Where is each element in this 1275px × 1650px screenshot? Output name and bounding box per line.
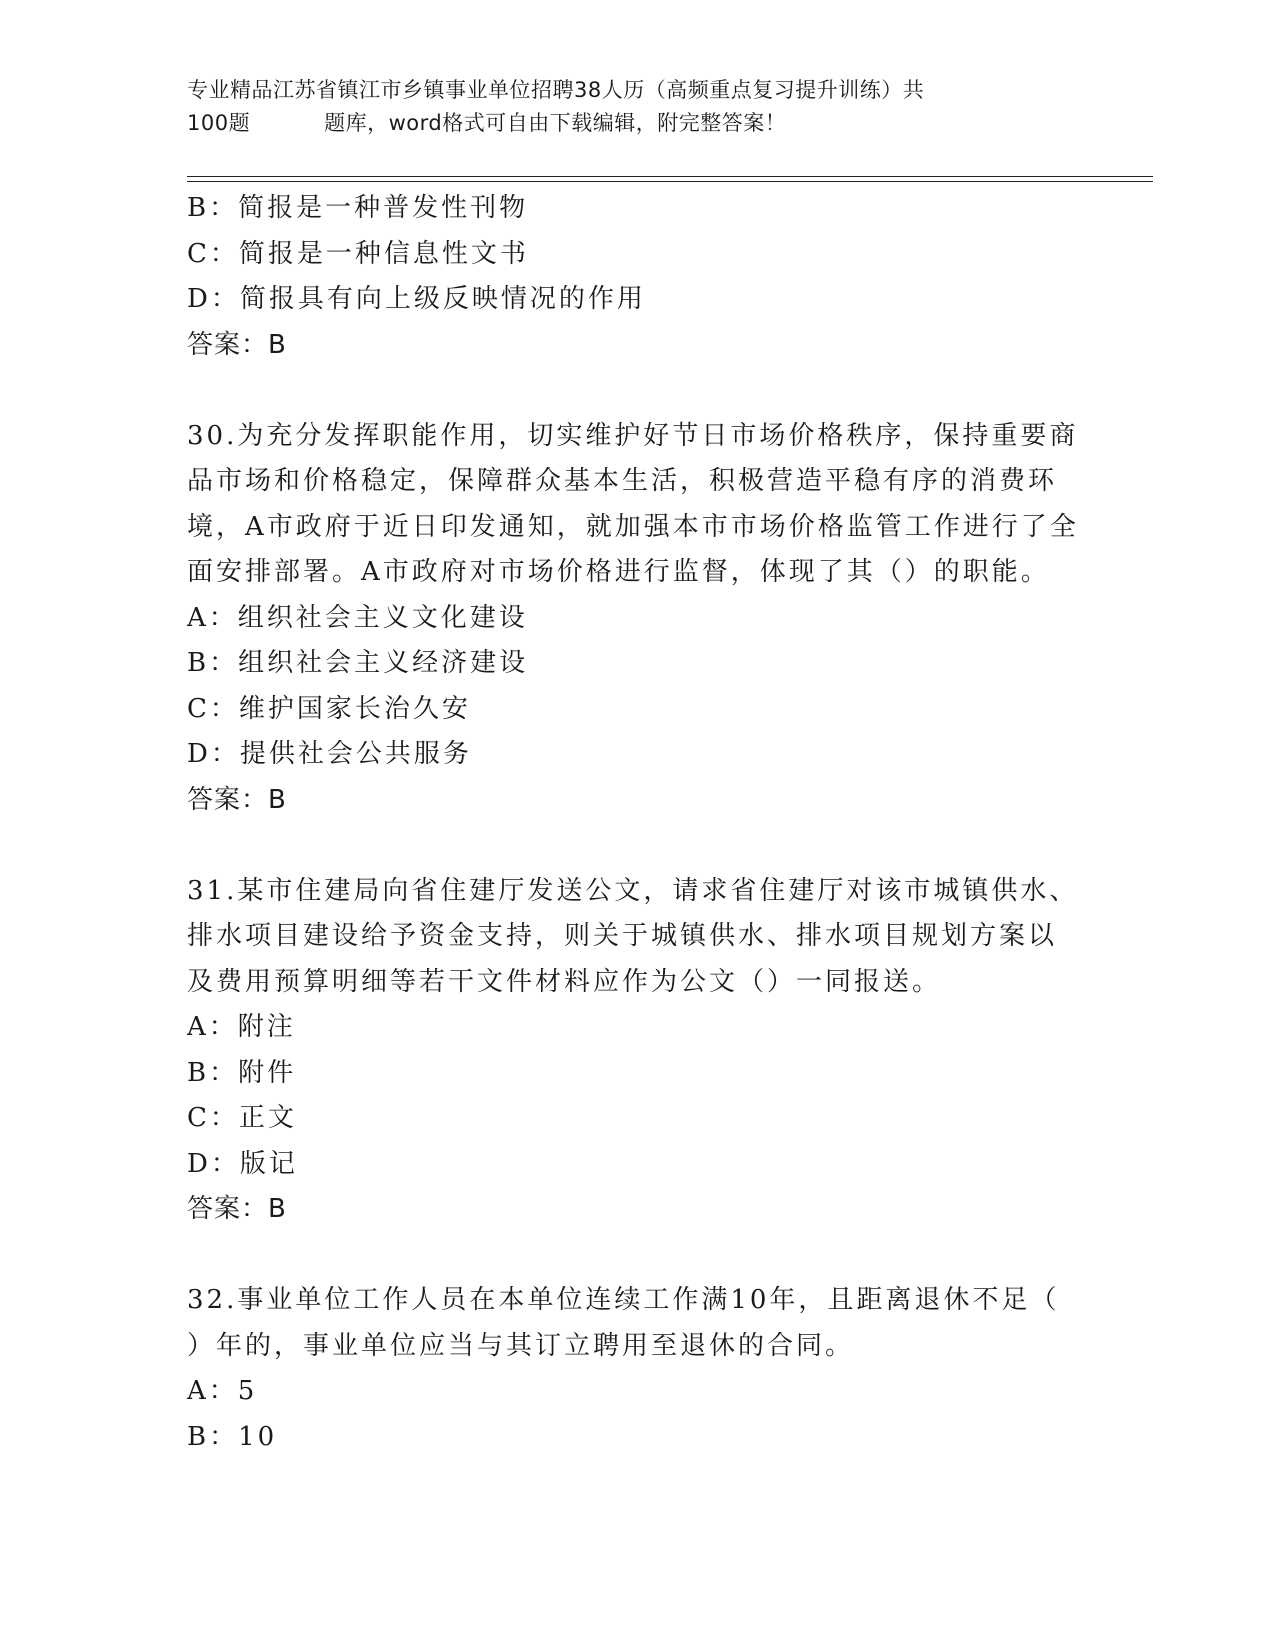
header-count: 100题: [187, 111, 251, 135]
option-b: B：附件: [187, 1057, 297, 1088]
answer: 答案：B: [187, 329, 287, 360]
header-rule-top: [187, 176, 1153, 177]
header-title-line-1: 专业精品江苏省镇江市乡镇事业单位招聘38人历（高频重点复习提升训练）共: [187, 78, 925, 102]
question-text-line: 排水项目建设给予资金支持，则关于城镇供水、排水项目规划方案以: [187, 921, 1058, 951]
question-text-line: 境，A市政府于近日印发通知，就加强本市市场价格监管工作进行了全: [187, 511, 1079, 542]
option-a: A：5: [187, 1376, 258, 1406]
question-content: [187, 186, 1087, 1460]
option-d: D：简报具有向上级反映情况的作用: [187, 284, 646, 314]
option-a: A：附注: [187, 1012, 296, 1042]
option-b: B：简报是一种普发性刊物: [187, 193, 529, 223]
question-30: [187, 414, 1087, 824]
option-c: C：正文: [187, 1103, 297, 1133]
question-text-line: 30.为充分发挥职能作用，切实维护好节日市场价格秩序，保持重要商: [187, 420, 1079, 451]
option-a: A：组织社会主义文化建设: [187, 602, 528, 633]
header-subtitle: 题库，word格式可自由下载编辑，附完整答案！: [324, 111, 787, 135]
question-text-line: ）年的，事业单位应当与其订立聘用至退休的合同。: [187, 1330, 855, 1361]
option-c: C：简报是一种信息性文书: [187, 238, 529, 269]
question-text-line: 及费用预算明细等若干文件材料应作为公文（）一同报送。: [187, 966, 942, 997]
prev-question: [187, 186, 1087, 368]
header-rule-bottom: [187, 181, 1153, 182]
question-31: [187, 869, 1087, 1233]
header-title-line-2: [187, 107, 1067, 140]
document-header: [187, 74, 1067, 140]
option-d: D：版记: [187, 1148, 298, 1179]
answer: 答案：B: [187, 1194, 287, 1224]
option-b: B：组织社会主义经济建设: [187, 648, 529, 678]
answer: 答案：B: [187, 784, 287, 815]
question-text-line: 32.事业单位工作人员在本单位连续工作满10年，且距离退休不足（: [187, 1285, 1060, 1315]
option-d: D：提供社会公共服务: [187, 739, 472, 769]
option-c: C：维护国家长治久安: [187, 693, 471, 724]
question-32: [187, 1278, 1087, 1460]
question-text-line: 面安排部署。A市政府对市场价格进行监督，体现了其（）的职能。: [187, 557, 1050, 587]
question-text-line: 品市场和价格稳定，保障群众基本生活，积极营造平稳有序的消费环: [187, 466, 1058, 496]
question-text-line: 31.某市住建局向省住建厅发送公文，请求省住建厅对该市城镇供水、: [187, 875, 1079, 906]
option-b: B：10: [187, 1421, 278, 1452]
